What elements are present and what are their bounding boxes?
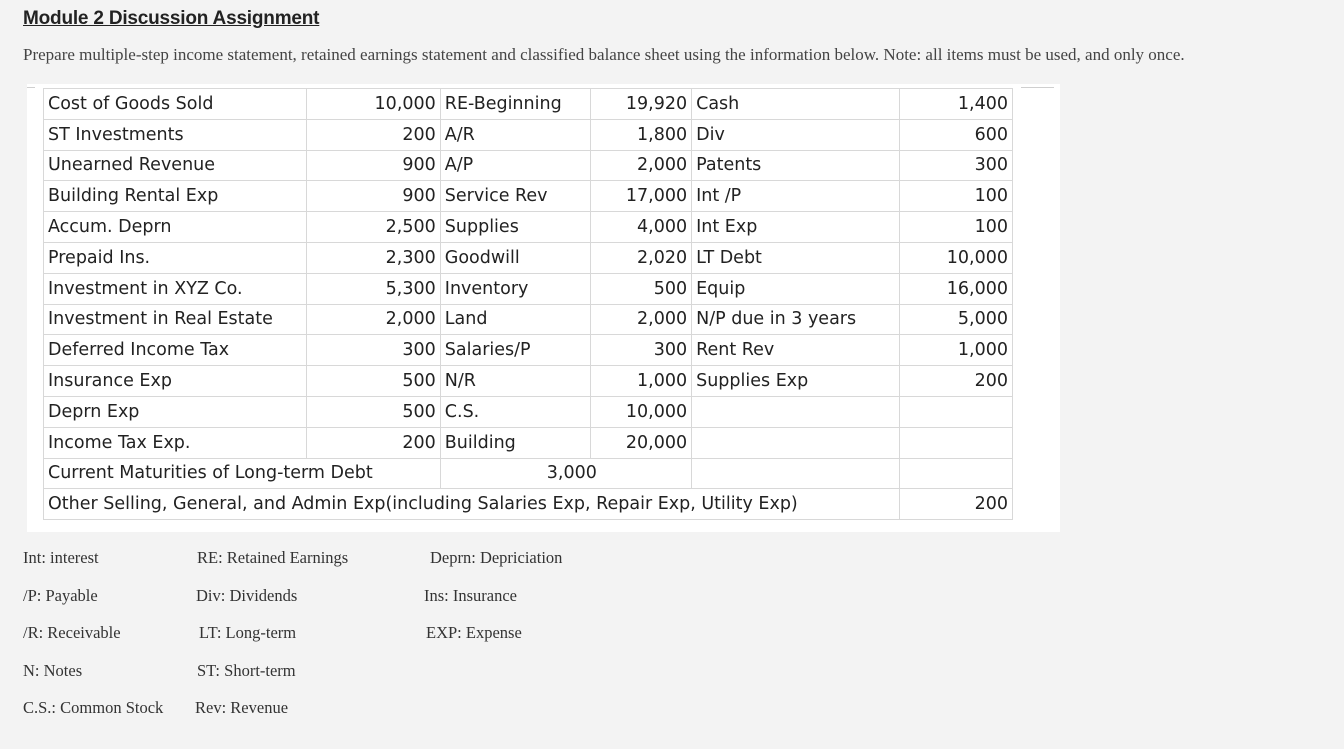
account-label: Insurance Exp <box>44 366 307 397</box>
table-row <box>44 119 1013 150</box>
page-title: Module 2 Discussion Assignment <box>23 8 320 29</box>
account-label: Deferred Income Tax <box>44 335 307 366</box>
account-value: 5,000 <box>899 304 1012 335</box>
data-table-image <box>27 84 1060 532</box>
account-label: Deprn Exp <box>44 396 307 427</box>
account-label: Current Maturities of Long-term Debt <box>44 458 441 489</box>
account-label: Salaries/P <box>440 335 590 366</box>
account-value: 10,000 <box>899 242 1012 273</box>
account-value: 2,000 <box>590 304 692 335</box>
account-label: Cash <box>692 89 899 120</box>
account-value: 900 <box>307 181 441 212</box>
table-row <box>44 181 1013 212</box>
empty-cell <box>692 458 899 489</box>
header-rule <box>27 87 35 88</box>
account-value: 4,000 <box>590 212 692 243</box>
account-label: Int Exp <box>692 212 899 243</box>
account-label: Other Selling, General, and Admin Exp(including Salaries Exp, Repair Exp, Utility Exp) <box>44 489 900 520</box>
table-row <box>44 212 1013 243</box>
table-body <box>44 89 1013 520</box>
account-label: Equip <box>692 273 899 304</box>
account-label: LT Debt <box>692 242 899 273</box>
account-label: Building <box>440 427 590 458</box>
account-label: Goodwill <box>440 242 590 273</box>
abbreviation-item: ST: Short-term <box>197 661 296 680</box>
account-label: Prepaid Ins. <box>44 242 307 273</box>
account-label: Patents <box>692 150 899 181</box>
empty-cell <box>899 458 1012 489</box>
account-value: 200 <box>307 119 441 150</box>
account-value: 2,500 <box>307 212 441 243</box>
account-value: 1,800 <box>590 119 692 150</box>
abbreviation-item: C.S.: Common Stock <box>23 698 164 717</box>
account-label: Inventory <box>440 273 590 304</box>
table-row <box>44 366 1013 397</box>
instructions-text: Prepare multiple-step income statement, retained earnings statement and classified balance sheet using the information below. Note: all items must be used, and only once. <box>23 45 1185 64</box>
abbreviation-item: RE: Retained Earnings <box>197 548 349 567</box>
table-row <box>44 335 1013 366</box>
account-label: Int /P <box>692 181 899 212</box>
abbreviation-item: LT: Long-term <box>199 623 297 642</box>
account-label: C.S. <box>440 396 590 427</box>
account-value: 1,000 <box>899 335 1012 366</box>
account-label <box>692 427 899 458</box>
account-label: Service Rev <box>440 181 590 212</box>
account-value: 10,000 <box>590 396 692 427</box>
account-value: 2,000 <box>307 304 441 335</box>
table-row <box>44 242 1013 273</box>
abbreviation-item: EXP: Expense <box>426 623 522 642</box>
table-row <box>44 427 1013 458</box>
abbreviation-item: Div: Dividends <box>196 586 298 605</box>
abbreviation-item: Rev: Revenue <box>195 698 289 717</box>
abbreviation-item: N: Notes <box>23 661 83 680</box>
account-value: 300 <box>307 335 441 366</box>
account-value: 2,000 <box>590 150 692 181</box>
table-row <box>44 489 1013 520</box>
account-value: 17,000 <box>590 181 692 212</box>
table-row <box>44 304 1013 335</box>
account-value: 10,000 <box>307 89 441 120</box>
account-value: 500 <box>307 396 441 427</box>
table-row <box>44 89 1013 120</box>
account-value: 300 <box>899 150 1012 181</box>
abbreviation-item: Int: interest <box>23 548 99 567</box>
account-value: 2,020 <box>590 242 692 273</box>
account-value: 19,920 <box>590 89 692 120</box>
header-rule <box>1021 87 1054 88</box>
account-value: 600 <box>899 119 1012 150</box>
account-value: 5,300 <box>307 273 441 304</box>
account-label: N/R <box>440 366 590 397</box>
abbreviation-item: Ins: Insurance <box>424 586 518 605</box>
abbreviation-item: Deprn: Depriciation <box>430 548 563 567</box>
account-value: 200 <box>307 427 441 458</box>
table-row <box>44 273 1013 304</box>
account-label: Investment in XYZ Co. <box>44 273 307 304</box>
account-value: 1,400 <box>899 89 1012 120</box>
account-label: Accum. Deprn <box>44 212 307 243</box>
abbreviation-item: /R: Receivable <box>23 623 121 642</box>
account-balances-table <box>43 88 1013 520</box>
account-value: 500 <box>590 273 692 304</box>
account-value: 16,000 <box>899 273 1012 304</box>
account-label: RE-Beginning <box>440 89 590 120</box>
account-value: 20,000 <box>590 427 692 458</box>
account-value: 900 <box>307 150 441 181</box>
account-value: 100 <box>899 181 1012 212</box>
account-value <box>899 396 1012 427</box>
account-value: 500 <box>307 366 441 397</box>
table-row <box>44 396 1013 427</box>
account-value: 200 <box>899 489 1012 520</box>
account-label: Investment in Real Estate <box>44 304 307 335</box>
account-label: ST Investments <box>44 119 307 150</box>
account-label: Land <box>440 304 590 335</box>
account-label: Unearned Revenue <box>44 150 307 181</box>
account-label: A/R <box>440 119 590 150</box>
account-value: 2,300 <box>307 242 441 273</box>
account-value: 100 <box>899 212 1012 243</box>
account-label: Building Rental Exp <box>44 181 307 212</box>
account-value: 300 <box>590 335 692 366</box>
table-row <box>44 150 1013 181</box>
account-label: Supplies <box>440 212 590 243</box>
abbreviation-item: /P: Payable <box>23 586 98 605</box>
account-value: 1,000 <box>590 366 692 397</box>
account-label <box>692 396 899 427</box>
account-label: Cost of Goods Sold <box>44 89 307 120</box>
account-label: Div <box>692 119 899 150</box>
table-row <box>44 458 1013 489</box>
account-label: Income Tax Exp. <box>44 427 307 458</box>
account-label: A/P <box>440 150 590 181</box>
account-value: 200 <box>899 366 1012 397</box>
account-label: N/P due in 3 years <box>692 304 899 335</box>
account-label: Rent Rev <box>692 335 899 366</box>
account-label: Supplies Exp <box>692 366 899 397</box>
account-value: 3,000 <box>440 458 691 489</box>
account-value <box>899 427 1012 458</box>
